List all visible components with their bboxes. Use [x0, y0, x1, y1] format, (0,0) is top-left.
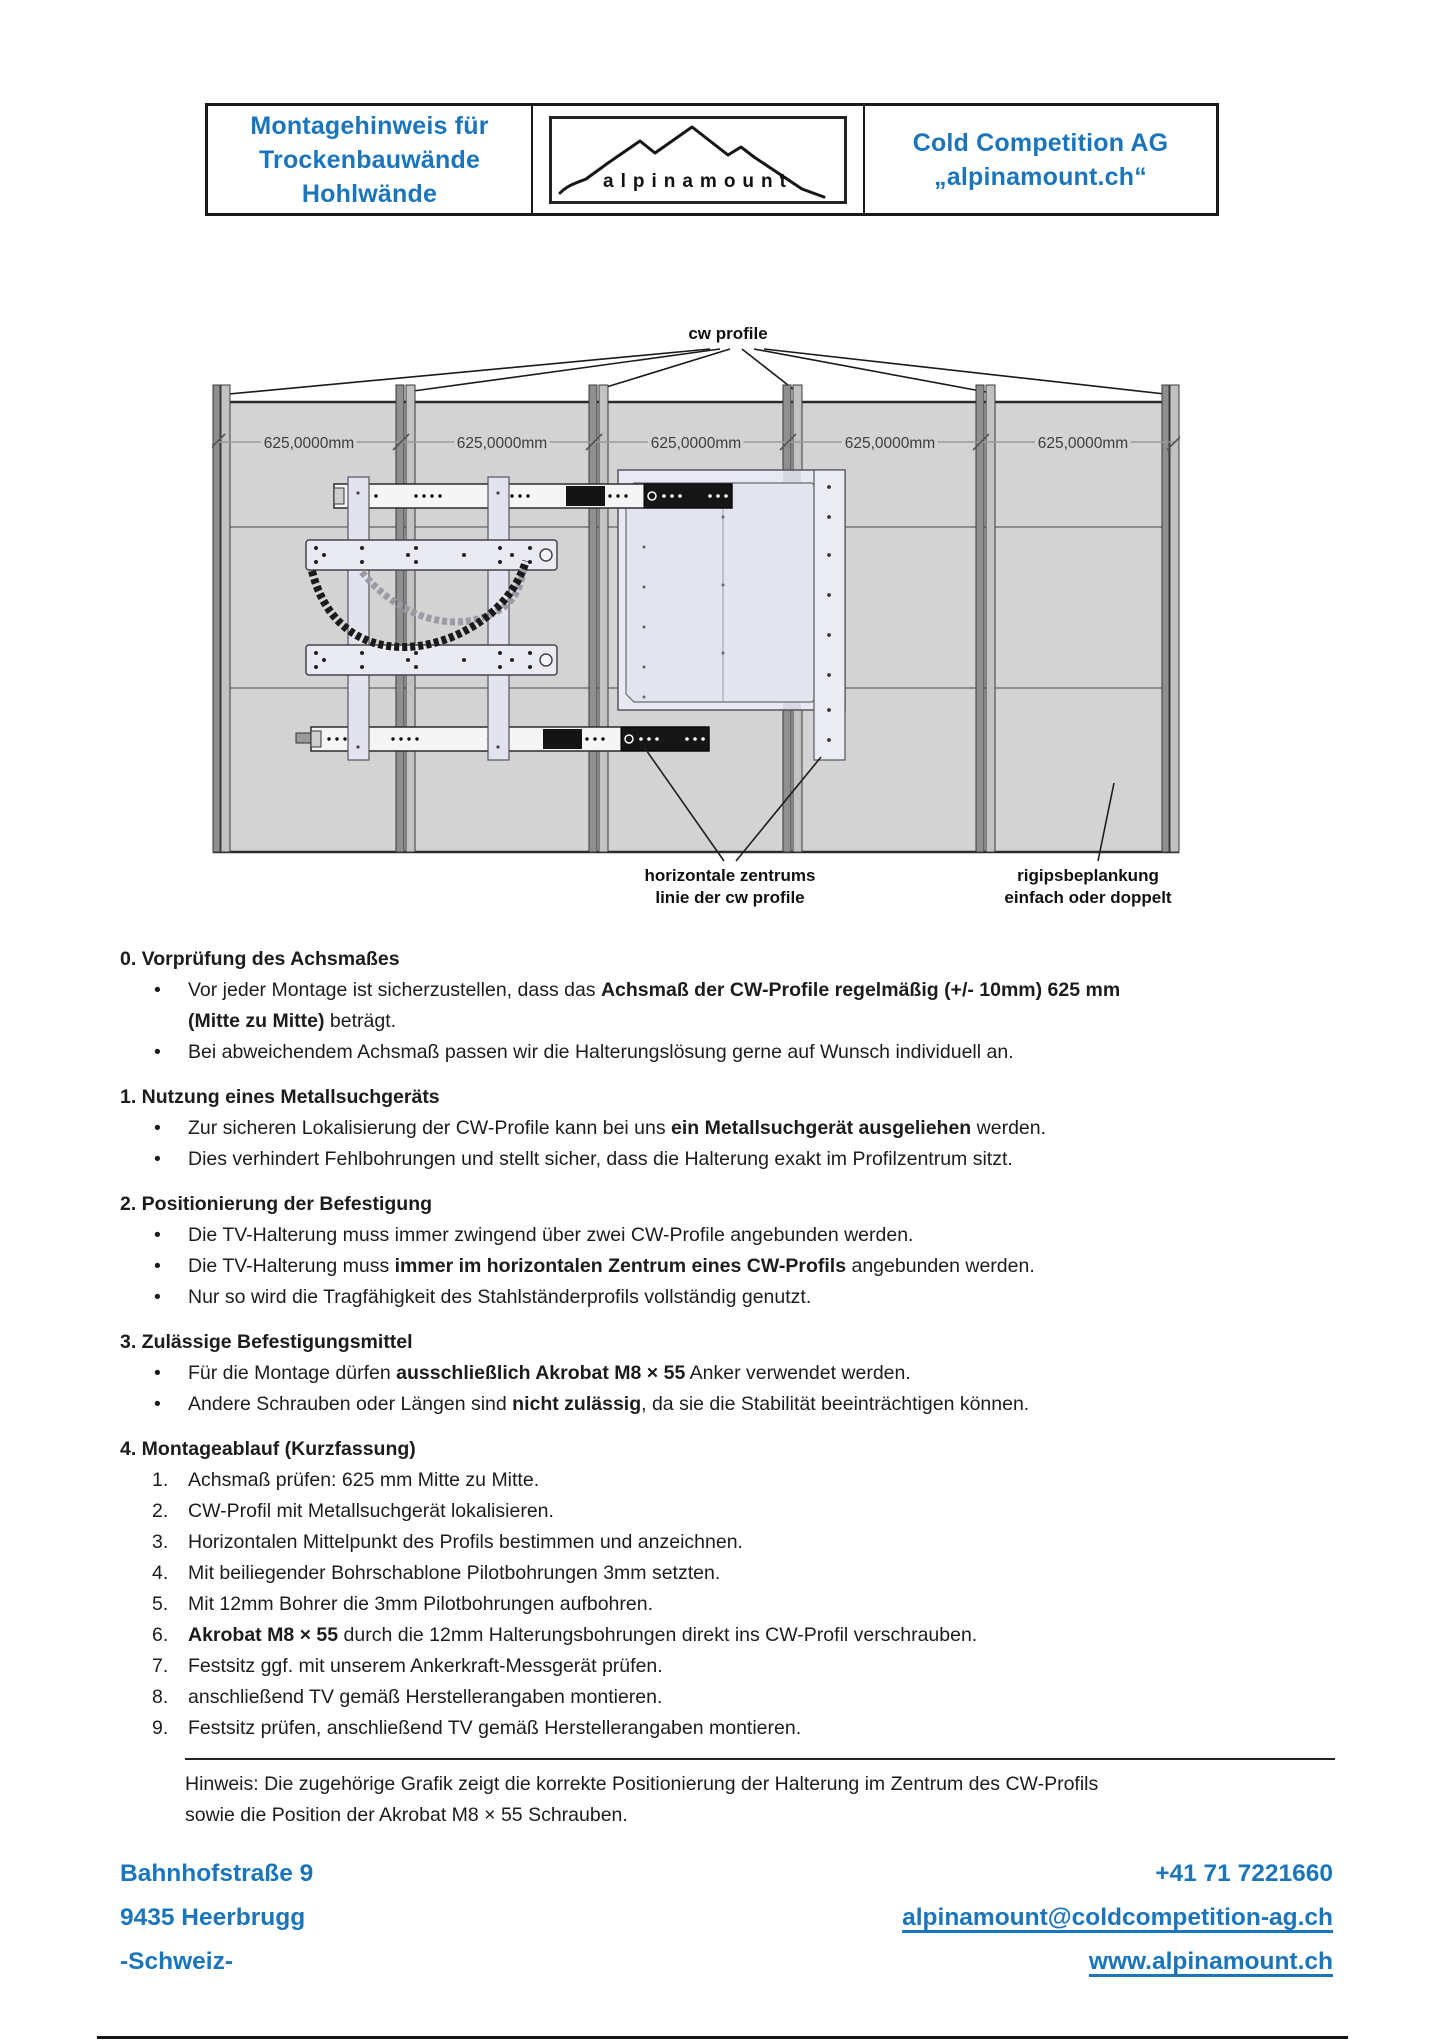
- list-item: [120, 1496, 1338, 1527]
- list-item: [120, 1651, 1338, 1682]
- company-name: [913, 126, 1169, 194]
- bullet-marker: •: [154, 1362, 161, 1384]
- list-item: [120, 1037, 1338, 1068]
- bullet-marker: •: [154, 1117, 161, 1139]
- page-bottom-rule: [97, 2036, 1348, 2039]
- list-item: [120, 1682, 1338, 1713]
- list-item: [120, 1465, 1338, 1496]
- list-item-text: Andere Schrauben oder Längen sind nicht zulässig, da sie die Stabilität beeinträchtigen können.: [188, 1393, 1030, 1415]
- header-table: [205, 103, 1219, 216]
- list-number: 4.: [152, 1562, 169, 1584]
- list-item-text: Achsmaß prüfen: 625 mm Mitte zu Mitte.: [188, 1469, 540, 1491]
- section: [120, 1189, 1338, 1313]
- bullet-marker: •: [154, 1224, 161, 1246]
- cw-profile-label: cw profile: [688, 324, 768, 343]
- bullet-marker: •: [154, 1041, 161, 1063]
- document-title-line3: Hohlwände: [301, 179, 438, 208]
- section-heading: 0. Vorprüfung des Achsmaßes: [120, 948, 400, 970]
- list-item: [120, 1589, 1338, 1620]
- mounting-rail-top: [334, 484, 732, 508]
- wall-diagram-svg: [212, 255, 1180, 945]
- company-name-line1: Cold Competition AG: [912, 128, 1169, 157]
- list-item-text: Akrobat M8 × 55 durch die 12mm Halterungsbohrungen direkt ins CW-Profil verschrauben.: [188, 1624, 978, 1646]
- company-name-line2: „alpinamount.ch“: [934, 162, 1147, 191]
- note-line2: sowie die Position der Akrobat M8 × 55 Schrauben.: [185, 1804, 628, 1826]
- footer-phone: +41 71 7221660: [1155, 1860, 1333, 1887]
- cw-stud: [213, 385, 230, 852]
- list-item: [120, 1220, 1338, 1251]
- section: [120, 944, 1338, 1068]
- list-item: [120, 1389, 1338, 1420]
- list-item: [120, 1713, 1338, 1744]
- list-item-text: Dies verhindert Fehlbohrungen und stellt sicher, dass die Halterung exakt im Profilzentrum sitzt.: [188, 1148, 1013, 1170]
- list-number: 8.: [152, 1686, 169, 1708]
- footer-email-link[interactable]: alpinamount@coldcompetition-ag.ch: [902, 1904, 1333, 1931]
- center-line-label-1: horizontale zentrums: [644, 866, 816, 885]
- list-item-text: Die TV-Halterung muss immer im horizontalen Zentrum eines CW-Profils angebunden werden.: [188, 1255, 1035, 1277]
- section-heading: 4. Montageablauf (Kurzfassung): [120, 1438, 416, 1460]
- center-line-label-2: linie der cw profile: [655, 888, 805, 907]
- section: [120, 1327, 1338, 1420]
- list-item-text: Nur so wird die Tragfähigkeit des Stahlständerprofils vollständig genutzt.: [188, 1286, 812, 1308]
- instructions-body: [120, 944, 1338, 1831]
- list-item: [120, 1251, 1338, 1282]
- list-item-text: anschließend TV gemäß Herstellerangaben montieren.: [188, 1686, 663, 1708]
- dimension-label: 625,0000mm: [456, 435, 548, 452]
- list-number: 7.: [152, 1655, 169, 1677]
- list-item-text: Vor jeder Montage ist sicherzustellen, dass das Achsmaß der CW-Profile regelmäßig (+/- 10mm) 625 mm (Mitte zu Mitte) beträgt.: [188, 979, 1121, 1032]
- drill-plate-lower: [306, 645, 557, 675]
- list-number: 3.: [152, 1531, 169, 1553]
- note-divider: [185, 1758, 1335, 1760]
- footer-address-line: -Schweiz-: [120, 1948, 233, 1975]
- bullet-marker: •: [154, 1393, 161, 1415]
- section: [120, 1434, 1338, 1744]
- list-item: [120, 1527, 1338, 1558]
- document-title-line1: Montagehinweis für: [250, 111, 489, 140]
- document-title-line2: Trockenbauwände: [258, 145, 481, 174]
- footer-address-line: 9435 Heerbrugg: [120, 1904, 306, 1931]
- planking-label-2: einfach oder doppelt: [1004, 888, 1172, 907]
- bullet-marker: •: [154, 1148, 161, 1170]
- footer-contact: [902, 1852, 1333, 1984]
- cw-stud: [396, 385, 415, 852]
- planking-label-1: rigipsbeplankung: [1017, 866, 1159, 885]
- drill-plate-upper: [306, 540, 557, 570]
- dimension-label: 625,0000mm: [1037, 435, 1129, 452]
- header-logo-cell: [533, 106, 865, 213]
- list-number: 6.: [152, 1624, 169, 1646]
- section: [120, 1082, 1338, 1175]
- list-item-text: Die TV-Halterung muss immer zwingend über zwei CW-Profile angebunden werden.: [188, 1224, 914, 1246]
- list-item-text: Mit 12mm Bohrer die 3mm Pilotbohrungen aufbohren.: [188, 1593, 653, 1615]
- list-item-text: CW-Profil mit Metallsuchgerät lokalisieren.: [188, 1500, 554, 1522]
- logo-wordmark: alpinamount: [603, 170, 793, 192]
- alpinamount-logo: [549, 116, 847, 204]
- dimension-label: 625,0000mm: [844, 435, 936, 452]
- header-title-cell: [208, 106, 533, 213]
- sections: [120, 944, 1338, 1744]
- cw-stud: [1162, 385, 1179, 852]
- cw-profile-leader-lines: [218, 349, 1174, 395]
- list-number: 2.: [152, 1500, 169, 1522]
- list-number: 5.: [152, 1593, 169, 1615]
- list-item-text: Festsitz ggf. mit unserem Ankerkraft-Messgerät prüfen.: [188, 1655, 663, 1677]
- list-item-text: Bei abweichendem Achsmaß passen wir die Halterungslösung gerne auf Wunsch individuell an.: [188, 1041, 1014, 1063]
- panel-right-strip: [814, 470, 845, 760]
- list-number: 1.: [152, 1469, 169, 1491]
- bullet-marker: •: [154, 1286, 161, 1308]
- list-item: [120, 1144, 1338, 1175]
- list-item-text: Horizontalen Mittelpunkt des Profils bestimmen und anzeichnen.: [188, 1531, 743, 1553]
- bullet-marker: •: [154, 979, 161, 1001]
- note-line1: Hinweis: Die zugehörige Grafik zeigt die korrekte Positionierung der Halterung im Zentrum des CW-Profils: [185, 1773, 1099, 1795]
- list-item-text: Für die Montage dürfen ausschließlich Akrobat M8 × 55 Anker verwendet werden.: [188, 1362, 911, 1384]
- list-item: [120, 1558, 1338, 1589]
- footer-address: [120, 1852, 313, 1984]
- list-item: [120, 1282, 1338, 1313]
- list-item-text: Festsitz prüfen, anschließend TV gemäß Herstellerangaben montieren.: [188, 1717, 802, 1739]
- dimension-label: 625,0000mm: [650, 435, 742, 452]
- list-item: [120, 1358, 1338, 1389]
- list-item: [120, 1620, 1338, 1651]
- section-heading: 2. Positionierung der Befestigung: [120, 1193, 433, 1215]
- cw-stud: [589, 385, 608, 852]
- footer-website-link[interactable]: www.alpinamount.ch: [1088, 1948, 1333, 1975]
- footer-address-line: Bahnhofstraße 9: [120, 1860, 314, 1887]
- wall-mount-diagram: [212, 255, 1180, 945]
- list-item-text: Zur sicheren Lokalisierung der CW-Profile kann bei uns ein Metallsuchgerät ausgeliehen werden.: [188, 1117, 1047, 1139]
- section-heading: 3. Zulässige Befestigungsmittel: [120, 1331, 413, 1353]
- bullet-marker: •: [154, 1255, 161, 1277]
- list-item-text: Mit beiliegender Bohrschablone Pilotbohrungen 3mm setzten.: [188, 1562, 721, 1584]
- list-number: 9.: [152, 1717, 169, 1739]
- dimension-label: 625,0000mm: [263, 435, 355, 452]
- note-text: [185, 1769, 1340, 1831]
- document-title: [250, 109, 488, 211]
- header-company-cell: [865, 106, 1216, 213]
- cw-stud: [976, 385, 995, 852]
- section-heading: 1. Nutzung eines Metallsuchgeräts: [120, 1086, 440, 1108]
- list-item: [120, 1113, 1338, 1144]
- list-item: [120, 975, 1338, 1037]
